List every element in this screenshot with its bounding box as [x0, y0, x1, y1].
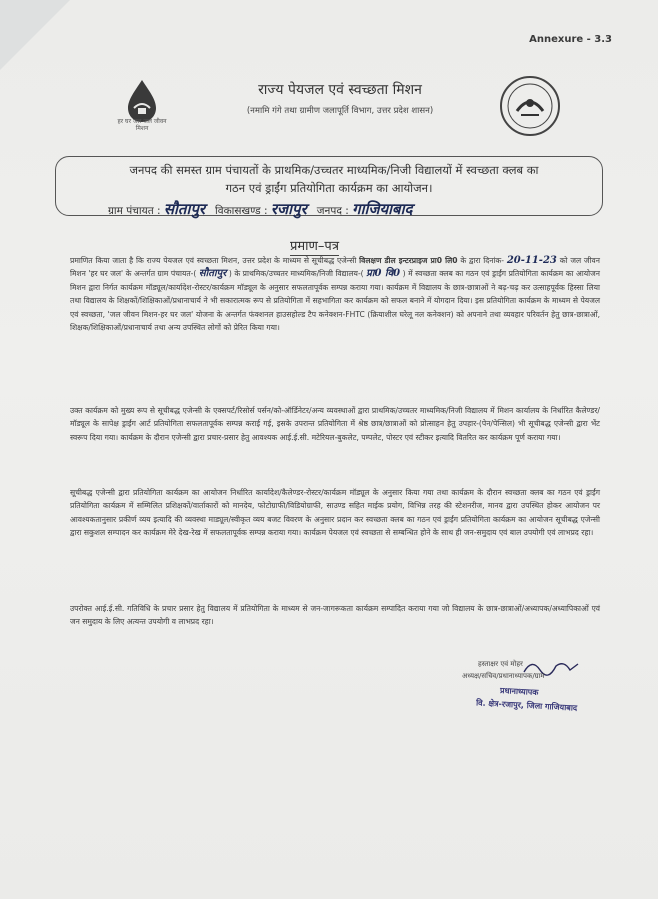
- district-label: जनपद :: [316, 205, 349, 217]
- p1-agency: विलक्षण डील इन्टरप्राइज प्रा0 लि0: [359, 256, 458, 265]
- p1-date: 20-11-23: [506, 255, 557, 266]
- p1-village: सौतापुर: [198, 268, 227, 280]
- annexure-label: Annexure - 3.3: [529, 34, 612, 45]
- stamp-line-2: वि. क्षेत्र-रजापुर, जिला गाजियाबाद: [475, 698, 578, 713]
- paragraph-2: उक्त कार्यक्रम को मुख्य रूप से सूचीबद्ध एजेन्सी के एक्सपर्ट/रिसोर्स पर्सन/को-ऑर्डिनेटर/अन्य व्यवस्थाओं द्वारा प्राथमिक/उच्चतर माध्यमिक/निजी विद्यालय में मिशन कार्यालय के निर्धारित कैलेण्डर/मॉड्यूल के सापेक्ष ड्राईंग आर्ट प्रतियोगिता सफलतापूर्वक सम्पन्न कराई गई, इसके उपरान्त प्रतियोगिता में श्रेष्ठ छात्र/छात्राओं को प्रोत्साहन हेतु उपहार-(पेन/पेन्सिल) भी सूचीबद्ध एजेन्सी द्वारा भेंट स्वरूप दिया गया। कार्यक्रम के दौरान एजेन्सी द्वारा प्रचार-प्रसार हेतु आवश्यक आई.ई.सी. मटेरियल-बुकलेट, पम्पलेट, पोस्टर एवं स्टीकर इत्यादि वितरित कर कार्यक्रम पूर्ण कराया गया।: [70, 406, 600, 442]
- org-subtitle: (नमामि गंगे तथा ग्रामीण जलापूर्ति विभाग, उत्तर प्रदेश शासन): [246, 106, 434, 116]
- subject-location-line: [108, 199, 412, 219]
- block-label: विकासखण्ड :: [215, 205, 268, 217]
- p1-text-e: ) में स्वच्छता क्लब का गठन एवं ड्राईंग प्रतियोगिता कार्यक्रम का आयोजन मिशन द्वारा निर्गत कार्यक्रम मॉड्यूल/कार्यादेश-रोस्टर/कार्यक्रम मॉड्यूल के अनुसार सफलतापूर्वक सम्पन्न कराया गया। कार्यक्रम में विद्यालय के छात्र-छात्राओं ने बढ़-चढ़ कर उत्साहपूर्वक हिस्सा लिया तथा विद्यालय के शिक्षकों/शिक्षिकाओं/प्रधानाचार्य ने भी सकारात्मक रूप से प्रतियोगिता में सहभागिता कर कार्यक्रम को सफल बनाने में योगदान दिया। इस प्रतियोगिता कार्यक्रम के माध्यम से पेयजल एवं स्वच्छता, 'जल जीवन मिशन-हर घर जल' योजना के अन्तर्गत फंक्शनल हाउसहोल्ड टैप कनेक्शन-FHTC (क्रियाशील घरेलू नल कनेक्शन) को अपनाने तथा व्यवहार परिवर्तन हेतु छात्र-छात्राओं, शिक्षक/शिक्षिकाओं/प्रधानाचार्य तथा अन्य उपस्थित लोगों को प्रेरित किया गया।: [70, 269, 600, 333]
- paragraph-3: सूचीबद्ध एजेन्सी द्वारा प्रतियोगिता कार्यक्रम का आयोजन निर्धारित कार्यादेश/कैलेण्डर-रोस्टर/कार्यक्रम मॉड्यूल के अनुसार किया गया तथा कार्यक्रम के दौरान स्वच्छता क्लब का गठन एवं ड्राईंग प्रतियोगिता कार्यक्रम में सम्मिलित प्रशिक्षकों/वार्ताकारों को मानदेय, फोटोग्राफी/विडियोग्राफी, साउण्ड सहित माईक प्रयोग, विभिन्न तरह की स्टेशनरीज, मानव द्वारा उपस्थित होकर आयोजन पर आवश्यकतानुसार प्रकीर्ण व्यय इत्यादि की व्यवस्था माड्यूल/स्वीकृत व्यय बजट विवरण के अनुसार प्रदान कर स्वच्छता क्लब का गठन एवं ड्राईंग प्रतियोगिता कार्यक्रम का आयोजन सूचीबद्ध एजेन्सी द्वारा सकुशल सम्पादन कर कार्यक्रम मेरे देख-रेख में सफलतापूर्वक सम्पन्न कराया गया। कार्यक्रम पेयजल एवं स्वच्छता से सम्बन्धित होने के साथ ही जन-समुदाय एवं बाल उपयोगी एवं लाभप्रद रहा।: [70, 488, 600, 538]
- subject-line-1: जनपद की समस्त ग्राम पंचायतों के प्राथमिक/उच्चतर माध्यमिक/निजी विद्यालयों में स्वच्छता क्लब का: [129, 163, 539, 177]
- p1-text-d: ) के प्राथमिक/उच्चतर माध्यमिक/निजी विद्यालय-(: [228, 269, 364, 279]
- p1-text-b: के द्वारा दिनांक-: [460, 256, 504, 265]
- certificate-title: प्रमाण–पत्र: [290, 236, 339, 256]
- gram-panchayat-label: ग्राम पंचायत :: [108, 205, 161, 217]
- paragraph-4: उपरोक्त आई.ई.सी. गतिविधि के प्रचार प्रसार हेतु विद्यालय में प्रतियोगिता के माध्यम से जन-जागरूकता कार्यक्रम सम्पादित कराया गया जो विद्यालय के छात्र-छात्राओं/अध्यापक/अध्यापिकाओं एवं जन समुदाय के लिए अत्यन्त उपयोगी व लाभप्रद रहा।: [70, 604, 600, 627]
- p1-text-a: प्रमाणित किया जाता है कि राज्य पेयजल एवं स्वच्छता मिशन, उत्तर प्रदेश के माध्यम से सूचीबद्ध एजेन्सी: [70, 256, 357, 265]
- district-value: गाजियाबाद: [352, 200, 413, 218]
- gram-panchayat-value: सौतापुर: [163, 200, 206, 218]
- paragraph-1: [70, 254, 600, 334]
- stamp-line-1: प्रधानाध्यापक: [499, 685, 539, 698]
- p1-school: प्रा0 वि0: [366, 268, 401, 280]
- org-header: [200, 80, 480, 116]
- subject-box: [55, 156, 603, 216]
- signature-label: हस्ताक्षर एवं मोहर: [478, 660, 523, 668]
- org-title: राज्य पेयजल एवं स्वच्छता मिशन: [258, 82, 422, 98]
- signatory-designation: अध्यक्ष/सचिव/प्रधानाध्यापक/ग्राम: [462, 672, 545, 680]
- page-corner: [0, 0, 70, 70]
- block-value: रजापुर: [270, 200, 307, 218]
- up-government-emblem-icon: [499, 75, 561, 137]
- har-ghar-jal-logo-icon: [120, 78, 164, 144]
- logo-caption: हर घर जल जल जीवन मिशन: [117, 118, 167, 132]
- subject-line-2: गठन एवं ड्राईंग प्रतियोगिता कार्यक्रम का आयोजन।: [225, 181, 433, 195]
- p1-text-c: को जल जीवन मिशन 'हर घर जल' के अन्तर्गत ग्राम पंचायत-(: [70, 256, 600, 279]
